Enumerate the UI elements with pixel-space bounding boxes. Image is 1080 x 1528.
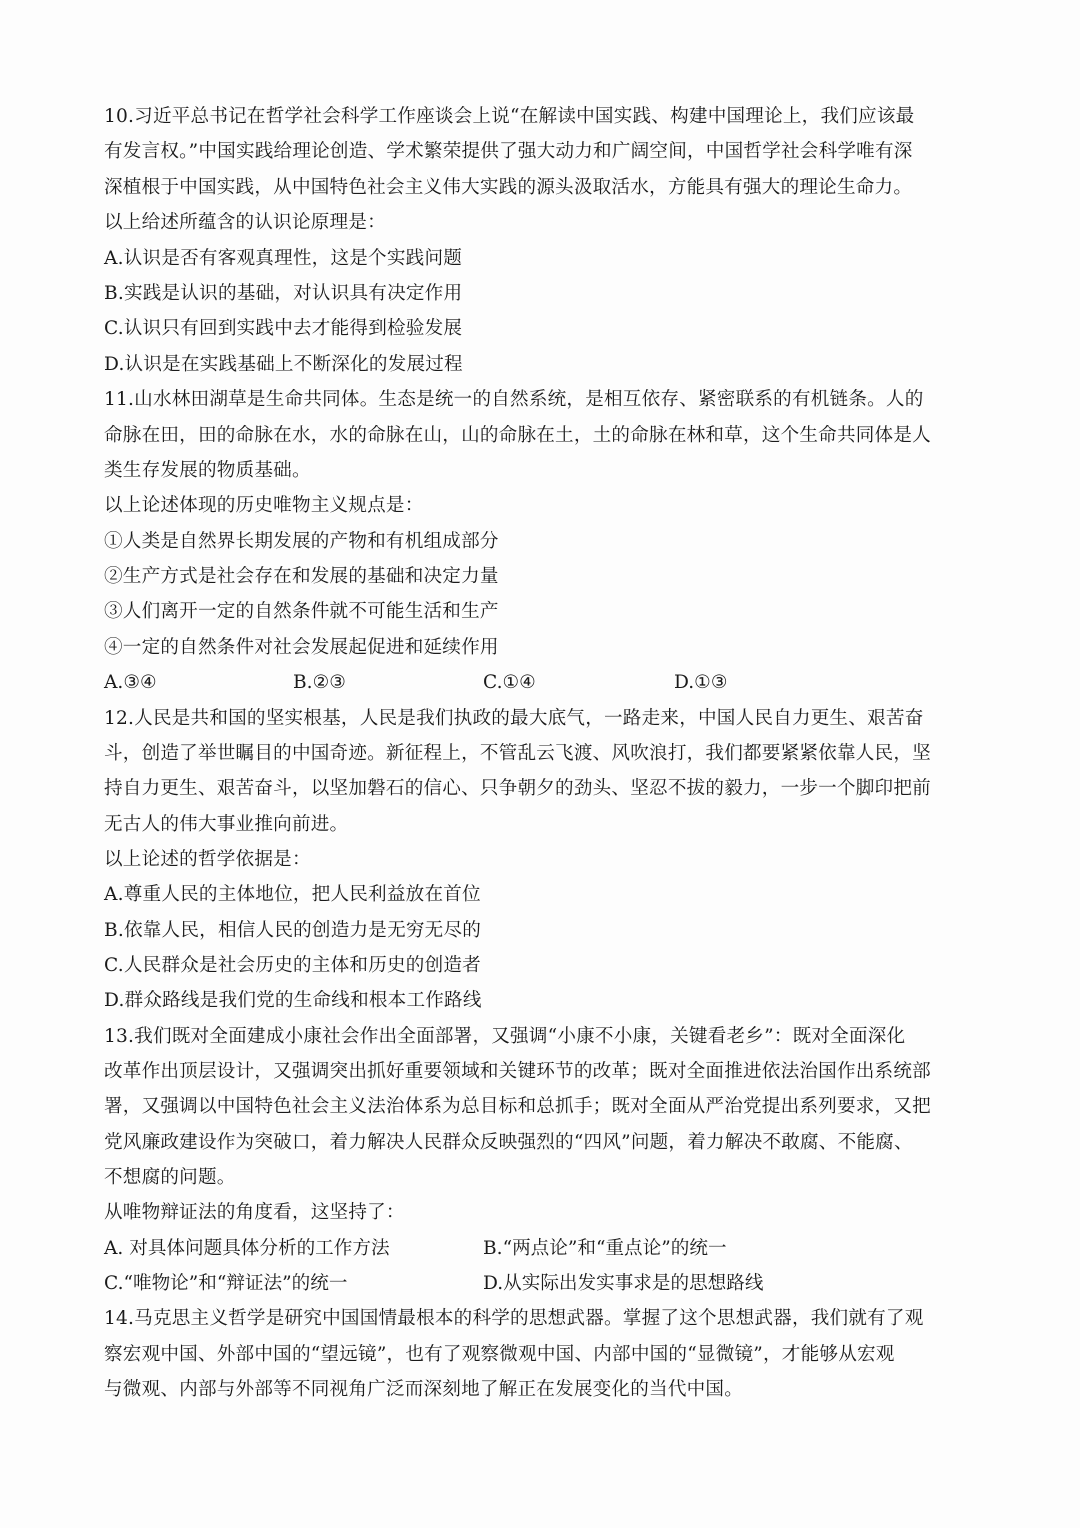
q11-statement-2: ②生产方式是社会存在和发展的基础和决定力量 xyxy=(104,566,499,587)
q11-option-b: B.②③ xyxy=(293,672,346,693)
q11-option-c: C.①④ xyxy=(483,672,536,693)
q11-option-a: A.③④ xyxy=(104,672,157,693)
q14-stem-line-2: 察宏观中国、外部中国的“望远镜”，也有了观察微观中国、内部中国的“显微镜”，才能够从宏观 xyxy=(104,1344,895,1365)
q12-stem-line-2: 斗，创造了举世瞩目的中国奇迹。新征程上，不管乱云飞渡、风吹浪打，我们都要紧紧依靠人民，坚 xyxy=(104,743,931,764)
q10-option-d: D.认识是在实践基础上不断深化的发展过程 xyxy=(104,354,463,375)
q13-stem-line-4: 党风廉政建设作为突破口，着力解决人民群众反映强烈的“四风”问题，着力解决不敢腐、不能腐、 xyxy=(104,1132,913,1153)
q11-stem-line-1: 11.山水林田湖草是生命共同体。生态是统一的自然系统，是相互依存、紧密联系的有机链条。人的 xyxy=(104,389,924,410)
q13-stem-line-1: 13.我们既对全面建成小康社会作出全面部署，又强调“小康不小康，关键看老乡”：既对全面深化 xyxy=(104,1026,906,1047)
q12-option-d: D.群众路线是我们党的生命线和根本工作路线 xyxy=(104,990,482,1011)
q11-stem-line-3: 类生存发展的物质基础。 xyxy=(104,460,311,481)
q10-stem-line-2: 有发言权。”中国实践给理论创造、学术繁荣提供了强大动力和广阔空间，中国哲学社会科学唯有深 xyxy=(104,141,913,162)
q13-prompt: 从唯物辩证法的角度看，这坚持了： xyxy=(104,1202,405,1223)
q11-prompt: 以上论述体现的历史唯物主义规点是： xyxy=(104,495,424,516)
q12-option-b: B.依靠人民，相信人民的创造力是无穷无尽的 xyxy=(104,920,482,941)
q11-statement-4: ④一定的自然条件对社会发展起促进和延续作用 xyxy=(104,637,499,658)
q10-prompt: 以上给述所蕴含的认识论原理是： xyxy=(104,212,386,233)
q10-stem-line-1: 10.习近平总书记在哲学社会科学工作座谈会上说“在解读中国实践、构建中国理论上，我们应该最 xyxy=(104,106,915,127)
q11-option-d: D.①③ xyxy=(674,672,728,693)
q12-prompt: 以上论述的哲学依据是： xyxy=(104,849,311,870)
q13-option-c: C.“唯物论”和“辩证法”的统一 xyxy=(104,1273,348,1294)
q13-stem-line-3: 署，又强调以中国特色社会主义法治体系为总目标和总抓手；既对全面从严治党提出系列要求，又把 xyxy=(104,1096,931,1117)
q12-stem-line-3: 持自力更生、艰苦奋斗，以坚加磐石的信心、只争朝夕的劲头、坚忍不拔的毅力，一步一个脚印把前 xyxy=(104,778,931,799)
q12-option-a: A.尊重人民的主体地位，把人民利益放在首位 xyxy=(104,884,481,905)
q14-stem-line-3: 与微观、内部与外部等不同视角广泛而深刻地了解正在发展变化的当代中国。 xyxy=(104,1379,743,1400)
q12-stem-line-4: 无古人的伟大事业推向前进。 xyxy=(104,814,349,835)
q10-option-b: B.实践是认识的基础，对认识具有决定作用 xyxy=(104,283,463,304)
q10-option-c: C.认识只有回到实践中去才能得到检验发展 xyxy=(104,318,463,339)
q10-stem-line-3: 深植根于中国实践，从中国特色社会主义伟大实践的源头汲取活水，方能具有强大的理论生命力。 xyxy=(104,177,913,198)
q13-option-a: A. 对具体问题具体分析的工作方法 xyxy=(104,1238,390,1259)
q13-stem-line-5: 不想腐的问题。 xyxy=(104,1167,236,1188)
q13-option-b: B.“两点论”和“重点论”的统一 xyxy=(483,1238,727,1259)
q14-stem-line-1: 14.马克思主义哲学是研究中国国情最根本的科学的思想武器。掌握了这个思想武器，我们就有了观 xyxy=(104,1308,924,1329)
q11-stem-line-2: 命脉在田，田的命脉在水，水的命脉在山，山的命脉在土，土的命脉在林和草，这个生命共同体是人 xyxy=(104,425,931,446)
q11-statement-1: ①人类是自然界长期发展的产物和有机组成部分 xyxy=(104,531,499,552)
q12-option-c: C.人民群众是社会历史的主体和历史的创造者 xyxy=(104,955,481,976)
q12-stem-line-1: 12.人民是共和国的坚实根基，人民是我们执政的最大底气，一路走来，中国人民自力更生、艰苦奋 xyxy=(104,708,924,729)
q13-option-d: D.从实际出发实事求是的思想路线 xyxy=(483,1273,764,1294)
q10-option-a: A.认识是否有客观真理性，这是个实践问题 xyxy=(104,248,463,269)
q11-statement-3: ③人们离开一定的自然条件就不可能生活和生产 xyxy=(104,601,499,622)
q13-stem-line-2: 改革作出顶层设计，又强调突出抓好重要领域和关键环节的改革；既对全面推进依法治国作出系统部 xyxy=(104,1061,931,1082)
